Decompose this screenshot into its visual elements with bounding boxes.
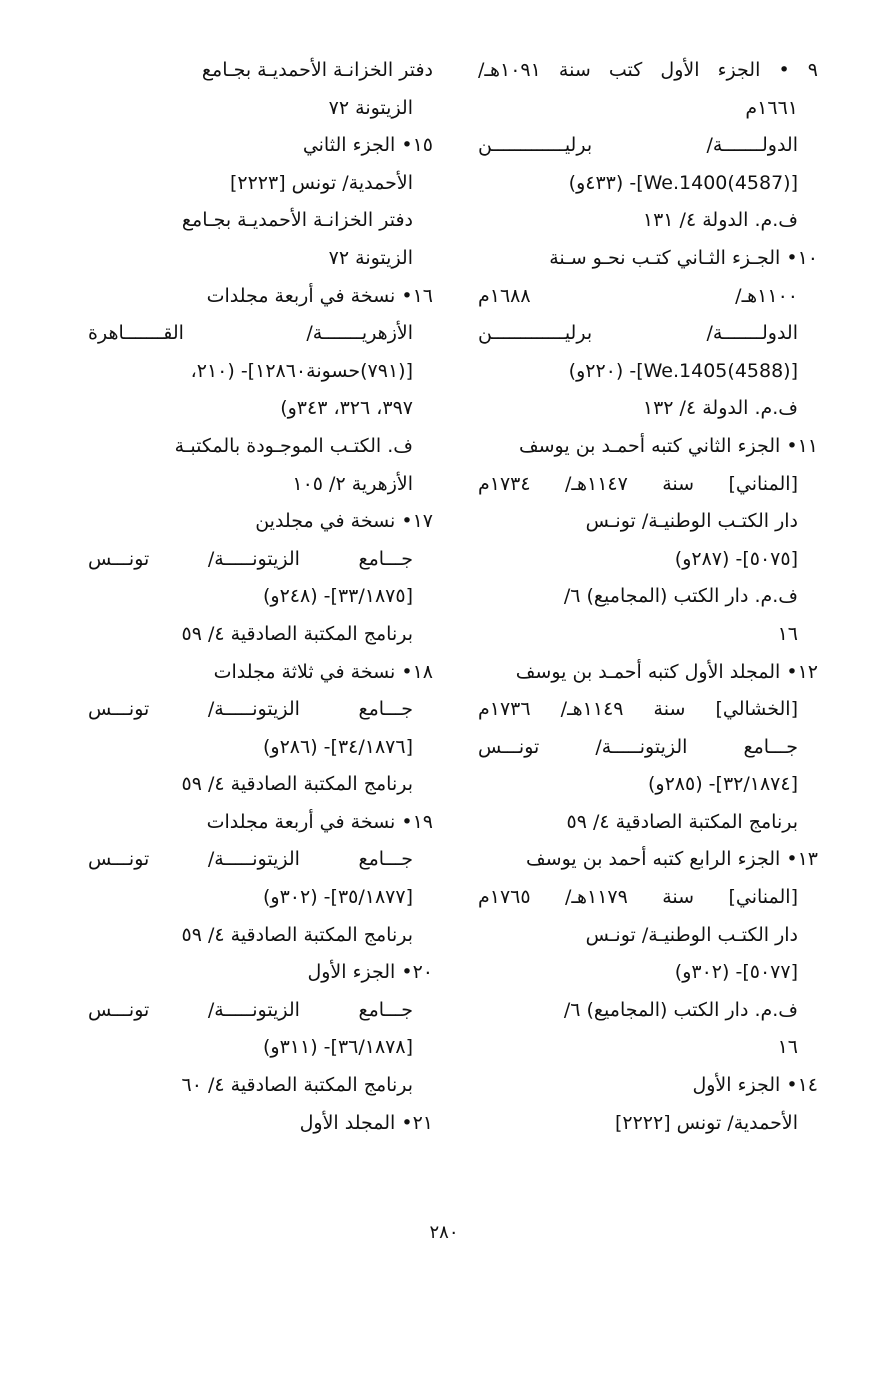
left-entry xyxy=(88,52,433,127)
right-entry-heading: ١٢• المجلد الأول كتبه أحمـد بن يوسف xyxy=(515,660,818,683)
right-entry-line: [الخشالي] سنة ١١٤٩هـ/ ١٧٣٦م xyxy=(478,698,798,721)
right-entry xyxy=(478,428,818,654)
left-entry-line: جـــامع الزيتونـــــة/ تونـــس xyxy=(88,698,413,721)
right-entry-line: جـــامع الزيتونـــــة/ تونـــس xyxy=(478,735,798,758)
right-entry xyxy=(478,240,818,428)
right-entry-line: [(4587)We.1400]- (٤٣٣و) xyxy=(568,171,798,194)
left-entry-heading: دفتر الخزانـة الأحمديـة بجـامع xyxy=(201,59,433,81)
left-entry-line: جـــامع الزيتونـــــة/ تونـــس xyxy=(88,848,413,871)
right-entry xyxy=(478,654,818,842)
right-entry-heading: ٩ • الجزء الأول كتب سنة ١٠٩١هـ/ xyxy=(478,59,818,81)
left-entry-heading: ١٧• نسخة في مجلدين xyxy=(255,510,433,533)
left-entry xyxy=(88,954,433,1104)
left-entry-line: ٣٩٧، ٣٢٦، ٣٤٣و) xyxy=(280,397,413,420)
right-entry-line: دار الكتـب الوطنيـة/ تونـس xyxy=(585,510,798,533)
right-entry-heading: ١٠• الجـزء الثـاني كتـب نحـو سـنة xyxy=(549,246,818,269)
right-entry-line: ١١٠٠هـ/ ١٦٨٨م xyxy=(478,284,798,307)
left-entry-heading: ٢٠• الجزء الأول xyxy=(307,961,433,984)
left-entry-line: الزيتونة ٧٢ xyxy=(328,96,413,119)
left-entry-line: الزيتونة ٧٢ xyxy=(328,246,413,269)
left-entry xyxy=(88,127,433,277)
left-entry xyxy=(88,654,433,804)
right-entry-line: ف.م. الدولة ٤/ ١٣٢ xyxy=(642,397,798,420)
left-entry-line: [٣٥/١٨٧٧]- (٣٠٢و) xyxy=(262,886,413,909)
right-entry-line: ١٦ xyxy=(777,622,798,645)
right-entry-line: ١٦٦١م xyxy=(745,96,798,119)
right-entry-line: ف.م. دار الكتب (المجاميع) ٦/ xyxy=(563,998,798,1021)
right-entry-line: [٥٠٧٥]- (٢٨٧و) xyxy=(674,547,798,570)
left-entry xyxy=(88,804,433,954)
left-entry-line: جـــامع الزيتونـــــة/ تونـــس xyxy=(88,547,413,570)
left-entry-heading: ١٥• الجزء الثاني xyxy=(302,134,433,157)
left-entry-heading: ٢١• المجلد الأول xyxy=(299,1111,433,1134)
left-entry-heading: ١٦• نسخة في أربعة مجلدات xyxy=(206,284,433,307)
right-entry-line: ف.م. الدولة ٤/ ١٣١ xyxy=(642,209,798,232)
left-entry-line: الأحمدية/ تونس [٢٢٢٣] xyxy=(229,171,413,194)
right-entry-heading: ١١• الجزء الثاني كتبه أحمـد بن يوسف xyxy=(518,434,818,457)
right-entry-line: [٥٠٧٧]- (٣٠٢و) xyxy=(674,961,798,984)
left-entry-line: برنامج المكتبة الصادقية ٤/ ٥٩ xyxy=(181,773,413,796)
left-entry xyxy=(88,278,433,504)
right-entry-line: [المناني] سنة ١١٤٧هـ/ ١٧٣٤م xyxy=(478,472,799,495)
right-entry-heading: ١٣• الجزء الرابع كتبه أحمد بن يوسف xyxy=(526,848,818,871)
left-entry-line: الأزهريـــــــة/ القـــــــاهرة xyxy=(88,322,413,345)
left-entry-line: [(٧٩١)حسونة١٢٨٦٠]- (٢١٠، xyxy=(190,359,413,382)
right-entry-line: برنامج المكتبة الصادقية ٤/ ٥٩ xyxy=(566,810,798,833)
right-entry xyxy=(478,52,818,240)
right-entry-heading: ١٤• الجزء الأول xyxy=(692,1074,818,1097)
left-entry-line: برنامج المكتبة الصادقية ٤/ ٥٩ xyxy=(181,923,413,946)
left-entry-line: [٣٦/١٨٧٨]- (٣١١و) xyxy=(262,1036,413,1059)
left-entry xyxy=(88,503,433,653)
right-entry-line: ف.م. دار الكتب (المجاميع) ٦/ xyxy=(563,585,798,608)
left-entry xyxy=(88,1105,433,1143)
right-entry-line: ١٦ xyxy=(777,1036,798,1059)
right-entry-line: الأحمدية/ تونس [٢٢٢٢] xyxy=(614,1111,798,1134)
left-entry-line: برنامج المكتبة الصادقية ٤/ ٥٩ xyxy=(181,622,413,645)
left-entry-heading: ١٨• نسخة في ثلاثة مجلدات xyxy=(213,660,433,683)
left-entry-line: الأزهرية ٢/ ١٠٥ xyxy=(292,472,413,495)
right-entry-line: [المناني] سنة ١١٧٩هـ/ ١٧٦٥م xyxy=(478,886,799,909)
right-entry-line: [٣٢/١٨٧٤]- (٢٨٥و) xyxy=(647,773,798,796)
right-column xyxy=(478,52,818,1142)
left-entry-line: ف. الكتـب الموجـودة بالمكتبـة xyxy=(174,434,413,457)
left-entry-line: جـــامع الزيتونـــــة/ تونـــس xyxy=(88,998,413,1021)
left-entry-line: [٣٤/١٨٧٦]- (٢٨٦و) xyxy=(262,735,413,758)
left-entry-heading: ١٩• نسخة في أربعة مجلدات xyxy=(206,810,433,833)
page-number: ٢٨٠ xyxy=(429,1222,459,1243)
left-entry-line: دفتر الخزانـة الأحمديـة بجـامع xyxy=(181,209,413,232)
left-entry-line: [٣٣/١٨٧٥]- (٢٤٨و) xyxy=(262,585,413,608)
right-entry xyxy=(478,1067,818,1142)
left-column xyxy=(88,52,433,1142)
left-entry-line: برنامج المكتبة الصادقية ٤/ ٦٠ xyxy=(181,1074,413,1097)
right-entry-line: الدولـــــــة/ برليـــــــــــــن xyxy=(478,134,798,157)
right-entry-line: الدولـــــــة/ برليـــــــــــــن xyxy=(478,322,798,345)
right-entry xyxy=(478,841,818,1067)
right-entry-line: [(4588)We.1405]- (٢٢٠و) xyxy=(568,359,798,382)
right-entry-line: دار الكتـب الوطنيـة/ تونـس xyxy=(585,923,798,946)
